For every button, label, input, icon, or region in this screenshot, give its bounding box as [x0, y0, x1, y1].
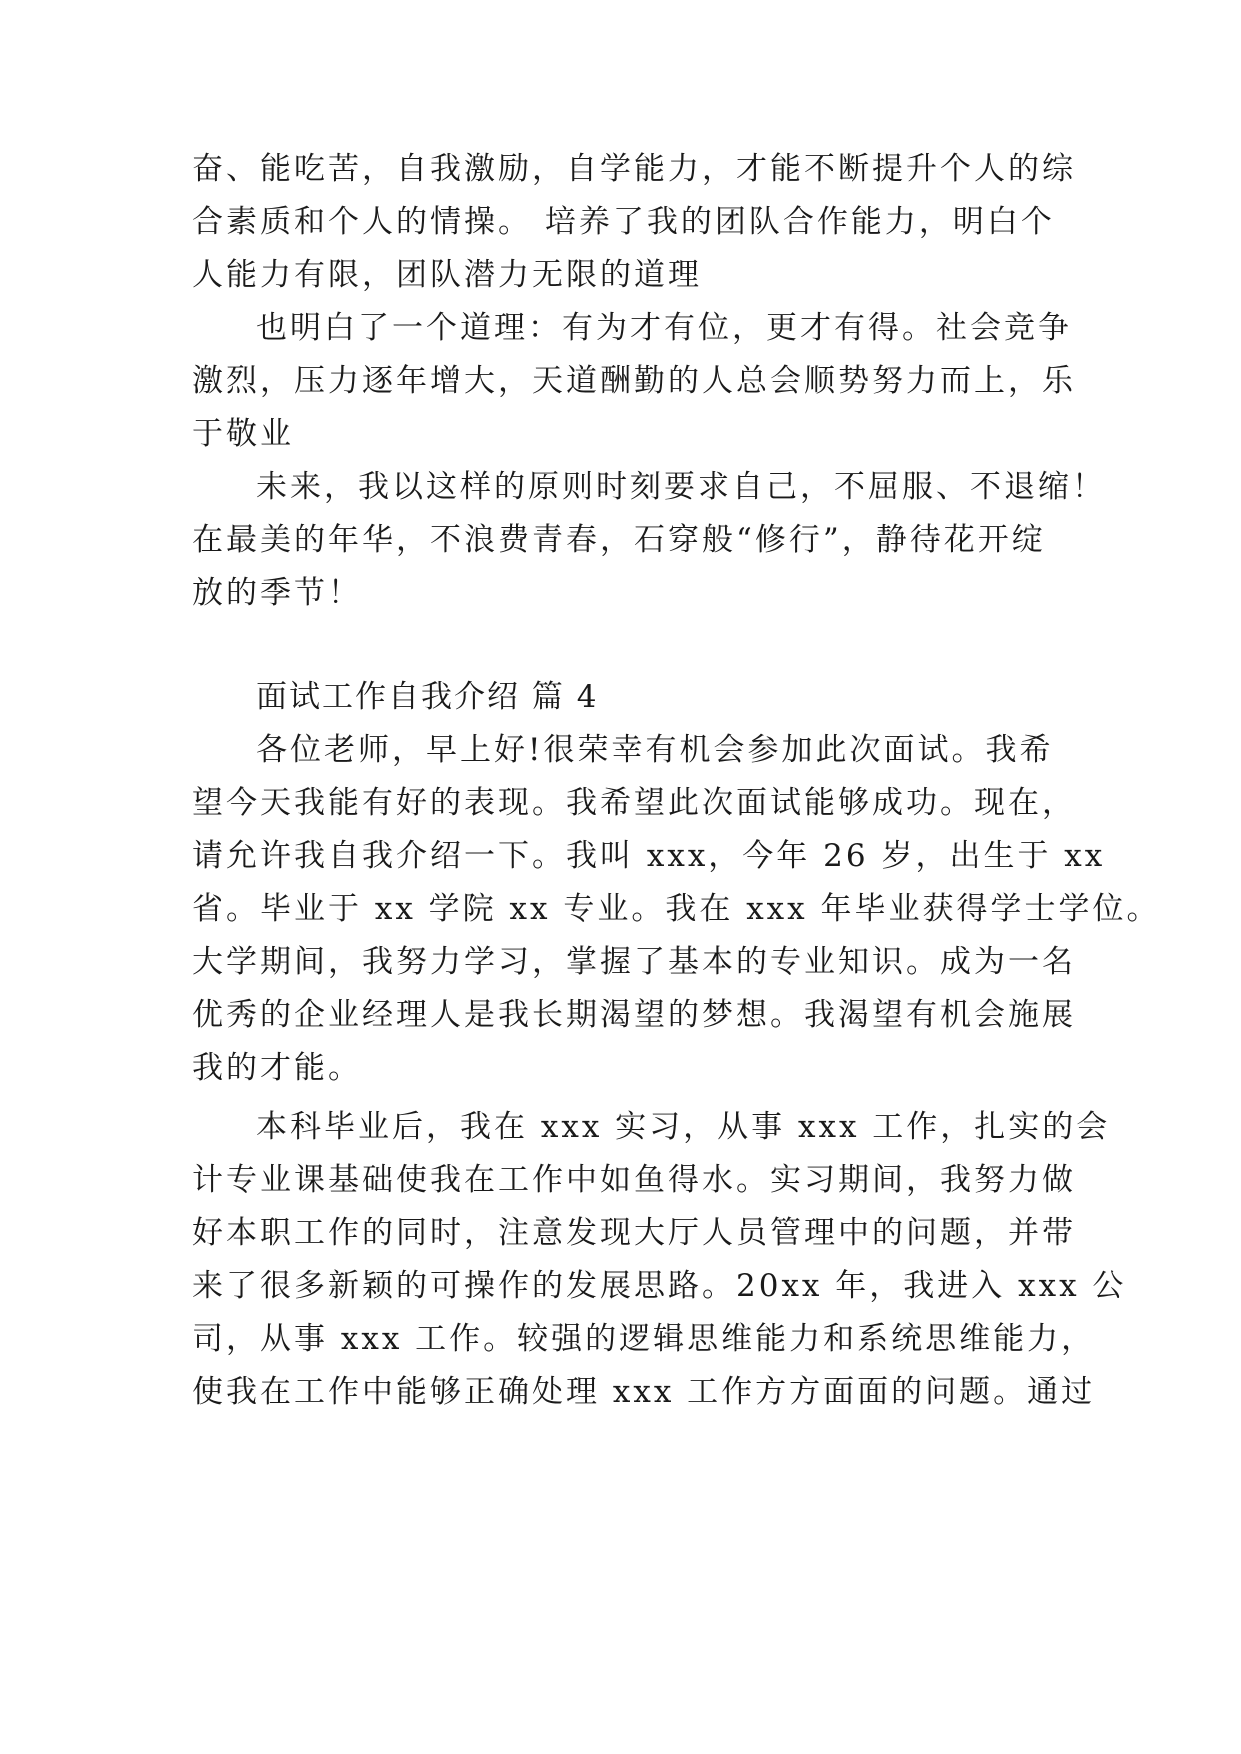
paragraph-line: 望今天我能有好的表现。我希望此次面试能够成功。现在， — [192, 785, 1076, 821]
paragraph-line: 本科毕业后，我在 xxx 实习，从事 xxx 工作，扎实的会 — [256, 1109, 1111, 1145]
paragraph-line: 大学期间，我努力学习，掌握了基本的专业知识。成为一名 — [192, 944, 1076, 980]
paragraph-line: 激烈，压力逐年增大，天道酬勤的人总会顺势努力而上，乐 — [192, 363, 1076, 399]
paragraph-line: 我的才能。 — [192, 1050, 362, 1086]
paragraph-line: 省。毕业于 xx 学院 xx 专业。我在 xxx 年毕业获得学士学位。 — [192, 891, 1161, 927]
paragraph-line: 合素质和个人的情操。 培养了我的团队合作能力，明白个 — [192, 204, 1055, 240]
paragraph-line: 于敬业 — [192, 416, 294, 452]
paragraph-line: 放的季节！ — [192, 575, 362, 611]
paragraph-line: 人能力有限，团队潜力无限的道理 — [192, 257, 702, 293]
paragraph-line: 奋、能吃苦，自我激励，自学能力，才能不断提升个人的综 — [192, 151, 1076, 187]
section-title: 面试工作自我介绍 篇 4 — [256, 679, 599, 715]
paragraph-line: 使我在工作中能够正确处理 xxx 工作方方面面的问题。通过 — [192, 1374, 1096, 1410]
paragraph-line: 各位老师，早上好!很荣幸有机会参加此次面试。我希 — [256, 732, 1054, 768]
paragraph-line: 请允许我自我介绍一下。我叫 xxx，今年 26 岁，出生于 xx — [192, 838, 1106, 874]
paragraph-line: 来了很多新颖的可操作的发展思路。20xx 年，我进入 xxx 公 — [192, 1268, 1127, 1304]
paragraph-line: 计专业课基础使我在工作中如鱼得水。实习期间，我努力做 — [192, 1162, 1076, 1198]
paragraph-line: 司，从事 xxx 工作。较强的逻辑思维能力和系统思维能力， — [192, 1321, 1096, 1357]
paragraph-line: 好本职工作的同时，注意发现大厅人员管理中的问题，并带 — [192, 1215, 1076, 1251]
paragraph-line: 未来，我以这样的原则时刻要求自己，不屈服、不退缩！ — [256, 469, 1106, 505]
paragraph-line: 优秀的企业经理人是我长期渴望的梦想。我渴望有机会施展 — [192, 997, 1076, 1033]
paragraph-line: 也明白了一个道理：有为才有位，更才有得。社会竞争 — [256, 310, 1072, 346]
paragraph-line: 在最美的年华，不浪费青春，石穿般“修行”，静待花开绽 — [192, 522, 1046, 558]
